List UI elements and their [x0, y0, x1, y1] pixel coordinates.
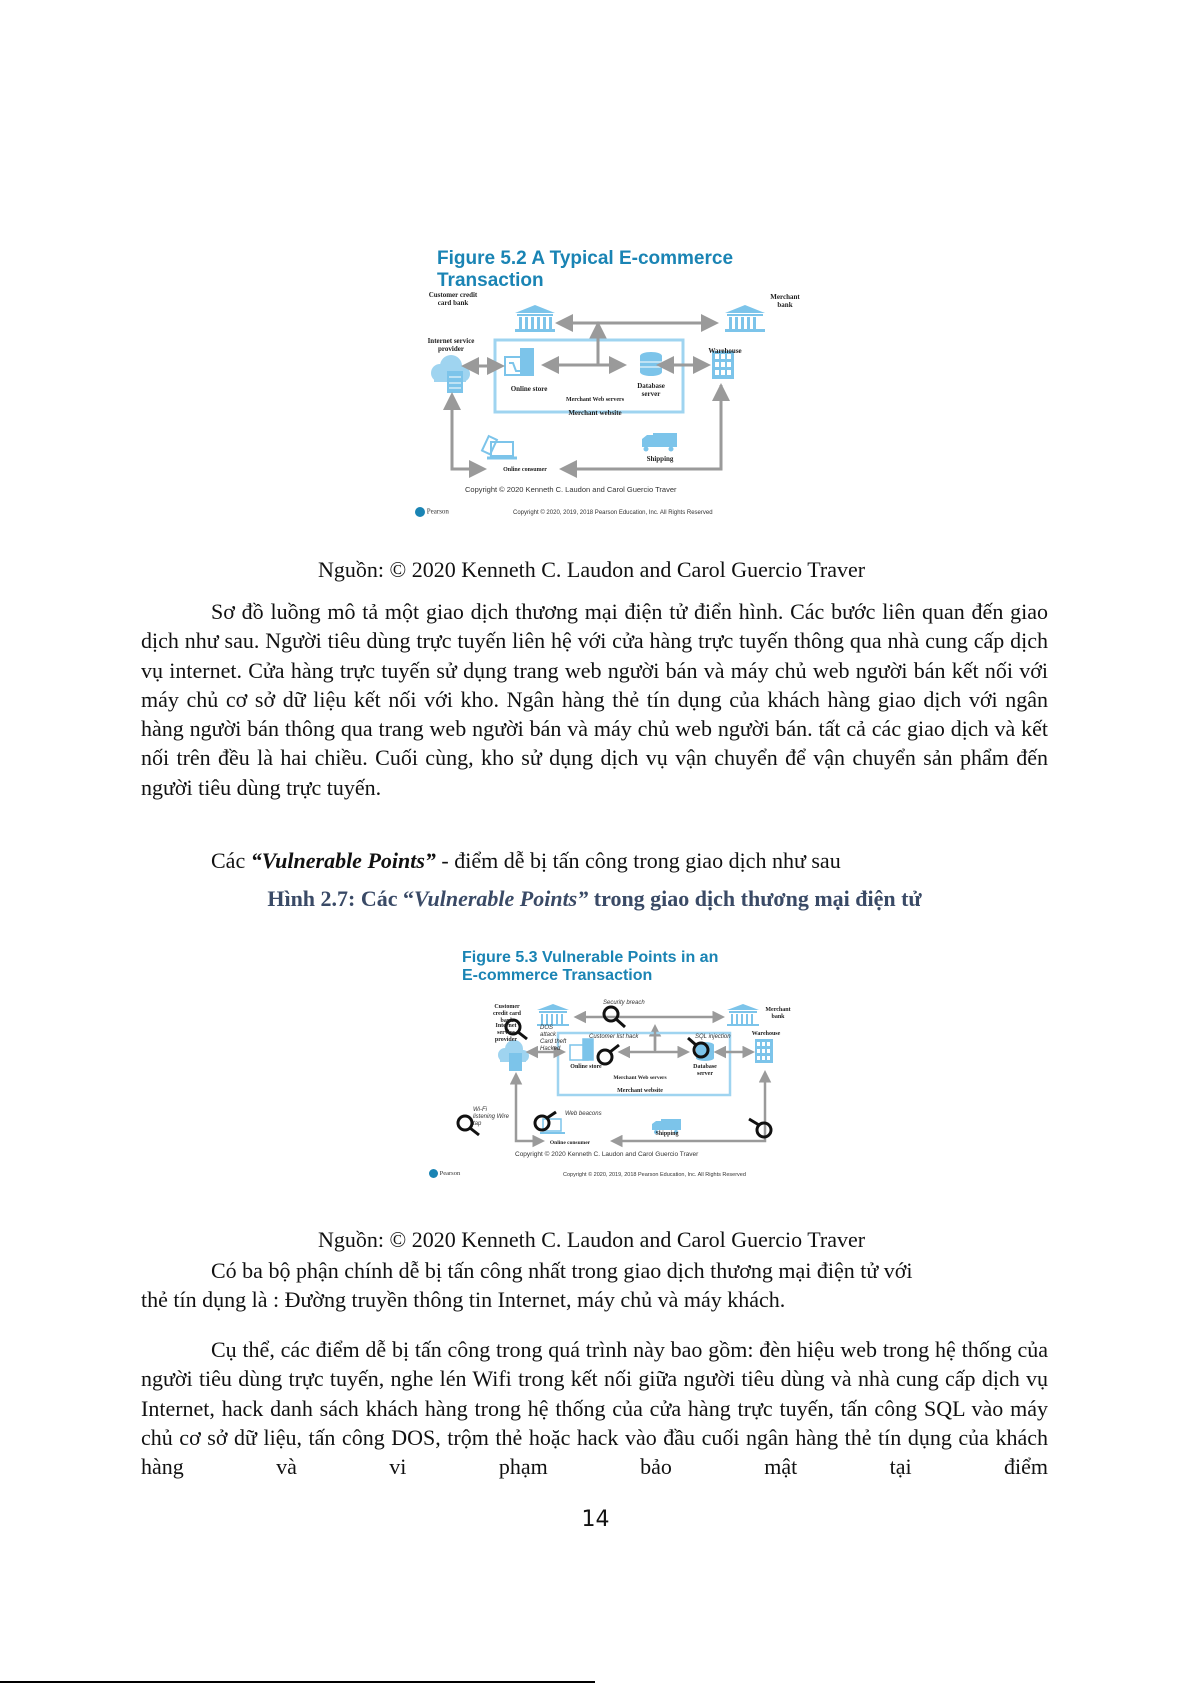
cloud-server-icon: [431, 355, 470, 393]
label-customer-bank: Customer credit card bank: [428, 291, 478, 307]
threat-security-breach: Security breach: [603, 1000, 645, 1006]
paragraph-vulnerable-intro: Các “Vulnerable Points” - điểm dễ bị tấn công trong giao dịch như sau: [211, 848, 841, 873]
magnifier-icon: [598, 1045, 619, 1064]
label-online-store: Online store: [570, 1064, 602, 1070]
footer-rule: [0, 1681, 595, 1683]
label-web-servers: Merchant Web servers: [565, 397, 625, 403]
figure-vulnerable-points: [439, 947, 835, 1217]
bank-icon: [727, 1004, 759, 1026]
label-merchant-website: Merchant website: [617, 1088, 663, 1094]
label-shipping: Shipping: [646, 455, 674, 463]
label-database-server: Database server: [637, 382, 665, 398]
bank-icon: [537, 1004, 569, 1026]
figure1-copyright-publisher: Copyright © 2020, 2019, 2018 Pearson Education, Inc. All Rights Reserved: [513, 510, 713, 516]
threat-wifi-listening: Wi-Fi listening Wire tap: [473, 1107, 509, 1127]
paragraph-vulnerable-details: Cụ thể, các điểm dễ bị tấn công trong quá trình này bao gồm: đèn hiệu web trong hệ thống của người tiêu dùng trực tuyến, nghe lén Wifi trong kết nối giữa người tiêu dùng và nhà cung cấp dịch vụ Internet, hack danh sách khách hàng trong hệ thống của cửa hàng trực tuyến, tấn công SQL vào máy chủ cơ sở dữ liệu, tấn công DOS, trộm thẻ hoặc hack vào đầu cuối ngân hàng thẻ tín dụng của khách hàng và vi phạm bảo mật tại điểm: [141, 1337, 1048, 1480]
figure2-caption: Hình 2.7: Các “Vulnerable Points” trong giao dịch thương mại điện tử: [267, 886, 922, 911]
label-isp: Internet service provider: [494, 1023, 518, 1043]
label-online-consumer: Online consumer: [549, 1140, 591, 1146]
pearson-logo-icon: [415, 507, 425, 517]
label-online-store: Online store: [510, 385, 548, 393]
label-merchant-bank: Merchant bank: [770, 293, 800, 309]
bank-icon: [515, 305, 555, 332]
cloud-server-icon: [498, 1040, 529, 1071]
label-merchant-bank: Merchant bank: [765, 1007, 791, 1020]
threat-customer-list-hack: Customer list hack: [589, 1034, 639, 1040]
database-icon: [640, 352, 662, 376]
figure-ecommerce-transaction: [425, 245, 825, 555]
label-warehouse: Warehouse: [708, 347, 742, 355]
warehouse-icon: [712, 351, 734, 379]
figure1-copyright-authors: Copyright © 2020 Kenneth C. Laudon and Carol Guercio Traver: [465, 485, 677, 494]
paragraph-transaction-description: Sơ đồ luồng mô tả một giao dịch thương mại điện tử điển hình. Các bước liên quan đến giao dịch như sau. Người tiêu dùng trực tuyến liên hệ với cửa hàng trực tuyến thông qua nhà cung cấp dịch vụ internet. Cửa hàng trực tuyến sử dụng trang web người bán và máy chủ web người bán kết nối với máy chủ cơ sở dữ liệu kết nối với kho. Ngân hàng thẻ tín dụng của khách hàng giao dịch với ngân hàng người bán thông qua trang web người bán và máy chủ web người bán. tất cả các giao dịch và kết nối trên đều là hai chiều. Cuối cùng, kho sử dụng dịch vụ vận chuyển để vận chuyển sản phẩm đến người tiêu dùng trực tuyến.: [141, 599, 1048, 800]
threat-web-beacons: Web beacons: [565, 1111, 602, 1117]
threat-sql-injection: SQL injection: [695, 1034, 731, 1040]
figure2-publisher: Pearson: [429, 1169, 460, 1178]
label-web-servers: Merchant Web servers: [613, 1075, 667, 1081]
label-isp: Internet service provider: [427, 337, 475, 353]
truck-icon: [642, 433, 677, 452]
label-merchant-website: Merchant website: [568, 409, 622, 417]
figure2-copyright-authors: Copyright © 2020 Kenneth C. Laudon and Carol Guercio Traver: [515, 1151, 699, 1158]
label-warehouse: Warehouse: [751, 1031, 781, 1037]
page-number: 14: [581, 1507, 610, 1532]
figure1-source: Nguồn: © 2020 Kenneth C. Laudon and Carol Guercio Traver: [318, 557, 866, 582]
online-store-icon: [505, 349, 533, 375]
figure2-source: Nguồn: © 2020 Kenneth C. Laudon and Carol Guercio Traver: [318, 1227, 866, 1252]
laptop-icon: [482, 436, 517, 458]
magnifier-icon: [535, 1112, 556, 1130]
threat-dos-attack: DOS attack Card theft Hacked: [540, 1025, 567, 1052]
figure2-copyright-publisher: Copyright © 2020, 2019, 2018 Pearson Education, Inc. All Rights Reserved: [563, 1172, 746, 1178]
label-shipping: Shipping: [655, 1131, 679, 1137]
online-store-icon: [570, 1039, 593, 1060]
figure1-title: Figure 5.2 A Typical E-commerce Transaction: [437, 248, 734, 291]
figure1-publisher: Pearson: [415, 507, 449, 517]
pearson-logo-icon: [429, 1169, 438, 1178]
warehouse-icon: [755, 1039, 773, 1063]
label-online-consumer: Online consumer: [503, 467, 547, 473]
paragraph-three-components: Có ba bộ phận chính dễ bị tấn công nhất trong giao dịch thương mại điện tử với thẻ tín dụng là : Đường truyền thông tin Internet, máy chủ và máy khách.: [141, 1258, 913, 1313]
figure2-title: Figure 5.3 Vulnerable Points in an E-commerce Transaction: [462, 949, 719, 985]
bank-icon: [725, 305, 765, 332]
label-customer-bank: Customer credit card bank: [492, 1004, 522, 1024]
magnifier-icon: [749, 1119, 771, 1137]
label-database-server: Database server: [693, 1064, 717, 1077]
